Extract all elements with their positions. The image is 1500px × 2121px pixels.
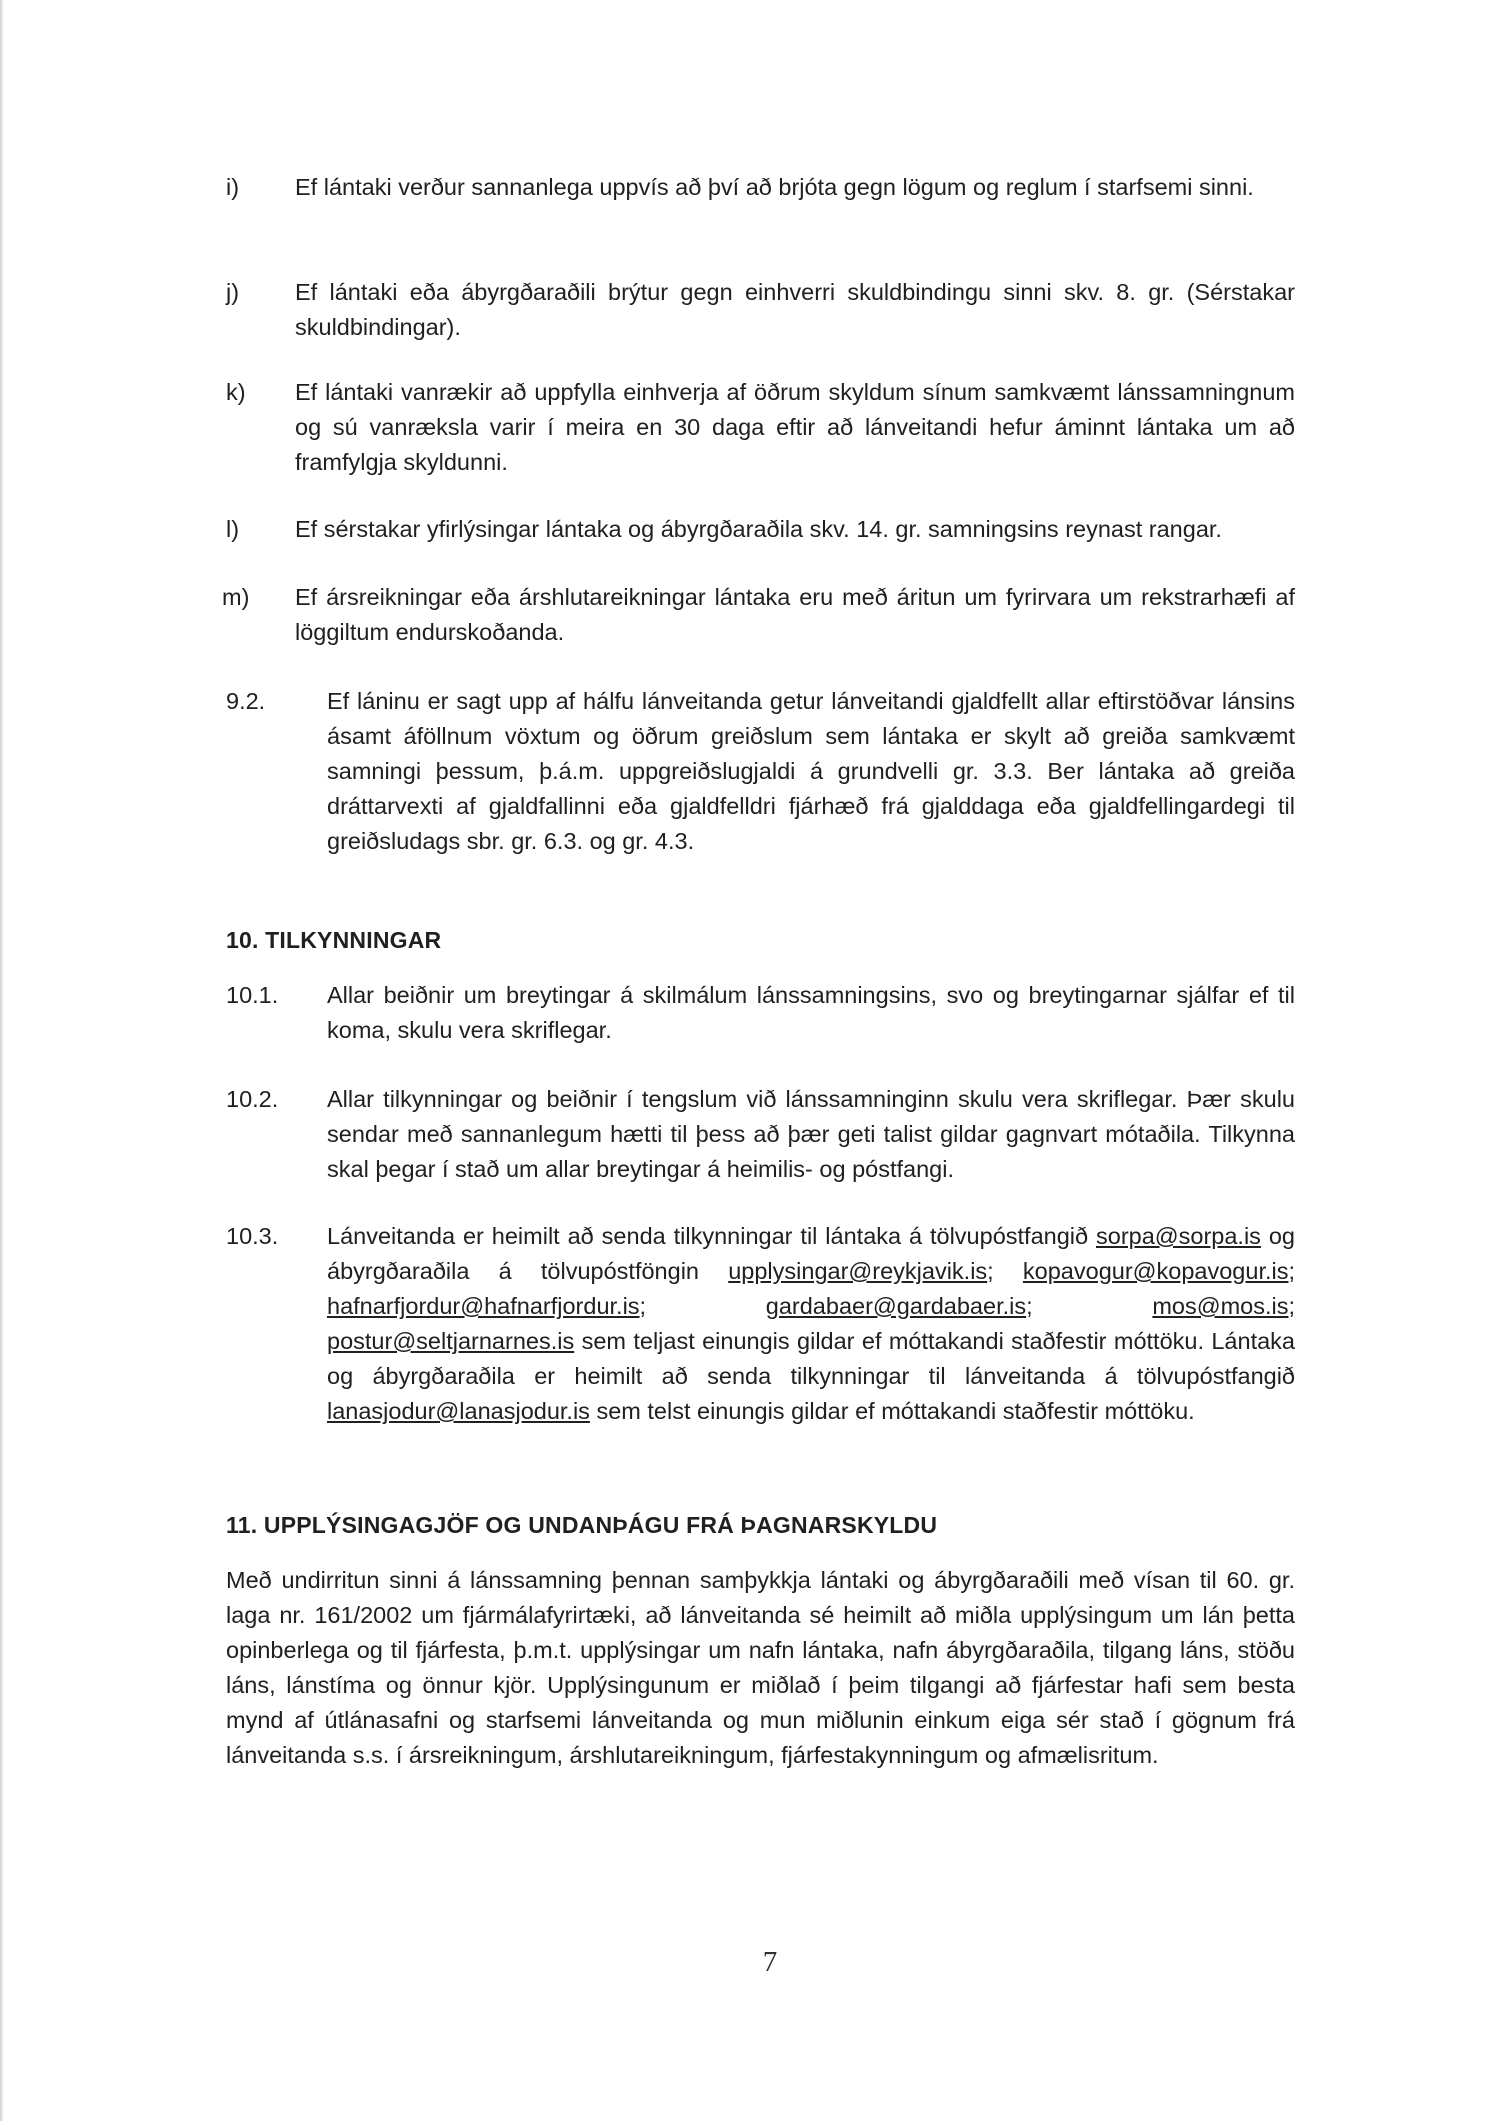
separator: ; <box>639 1293 647 1319</box>
item-text-m: Ef ársreikningar eða árshlutareikningar lántaka eru með áritun um fyrirvara um rekstrarhæfi af löggiltum endurskoðanda. <box>295 584 1295 645</box>
clause-10-3-part-4: sem telst einungis gildar ef móttakandi staðfestir móttöku. <box>596 1398 1195 1424</box>
separator: ; <box>987 1258 994 1284</box>
clause-9-2-number: 9.2. <box>226 688 266 714</box>
email-link-sorpa[interactable]: sorpa@sorpa.is <box>1096 1223 1261 1249</box>
separator: ; <box>1288 1258 1295 1284</box>
email-link-mos[interactable]: mos@mos.is <box>1152 1293 1289 1319</box>
clause-10-3-part-1: Lánveitanda er heimilt að senda tilkynningar til lántaka á tölvupóstfangið <box>327 1223 1089 1249</box>
clause-10-2-number: 10.2. <box>226 1086 279 1112</box>
page-number: 7 <box>762 1946 778 1978</box>
item-text-j: Ef lántaki eða ábyrgðaraðili brýtur gegn einhverri skuldbindingu sinni skv. 8. gr. (Sérstakar skuldbindingar). <box>295 279 1295 340</box>
item-marker-j: j) <box>226 279 240 305</box>
email-link-lanasjodur[interactable]: lanasjodur@lanasjodur.is <box>327 1398 590 1424</box>
clause-10-3-text <box>327 1219 1295 1429</box>
clause-10-2-text: Allar tilkynningar og beiðnir í tengslum við lánssamninginn skulu vera skriflegar. Þær skulu sendar með sannanlegum hætti til þess að þær geti talist gildar gagnvart mótaðila. Tilkynna skal þegar í stað um allar breytingar á heimilis- og póstfangi. <box>327 1086 1295 1182</box>
scan-edge <box>0 0 4 2121</box>
section-11-heading: 11. UPPLÝSINGAGJÖF OG UNDANÞÁGU FRÁ ÞAGNARSKYLDU <box>226 1512 938 1538</box>
clause-10-1-number: 10.1. <box>226 982 279 1008</box>
clause-10-1-text: Allar beiðnir um breytingar á skilmálum lánssamningsins, svo og breytingarnar sjálfar ef til koma, skulu vera skriflegar. <box>327 982 1295 1043</box>
clause-10-3-number: 10.3. <box>226 1223 279 1249</box>
separator: ; <box>1026 1293 1033 1319</box>
item-text-i: Ef lántaki verður sannanlega uppvís að því að brjóta gegn lögum og reglum í starfsemi sinni. <box>295 174 1254 200</box>
section-10-heading: 10. TILKYNNINGAR <box>226 927 442 953</box>
email-link-reykjavik[interactable]: upplysingar@reykjavik.is <box>728 1258 988 1284</box>
clause-9-2-text: Ef láninu er sagt upp af hálfu lánveitanda getur lánveitandi gjaldfellt allar eftirstöðvar lánsins ásamt áföllnum vöxtum og öðrum greiðslum sem lántaka er skylt að greiða samkvæmt samningi þessum, þ.á.m. uppgreiðslugjaldi á grundvelli gr. 3.3. Ber lántaka að greiða dráttarvexti af gjaldfallinni eða gjaldfelldri fjárhæð frá gjalddaga eða gjaldfellingardegi til greiðsludags sbr. gr. 6.3. og gr. 4.3. <box>327 688 1295 854</box>
email-link-kopavogur[interactable]: kopavogur@kopavogur.is <box>1022 1258 1289 1284</box>
clause-10-3-part-2: og ábyrgðaraðila á tölvupóstföngin <box>327 1223 1295 1284</box>
separator: ; <box>1288 1293 1296 1319</box>
item-marker-l: l) <box>226 516 240 542</box>
item-marker-k: k) <box>226 379 246 405</box>
clause-10-3-part-3: sem teljast einungis gildar ef móttakandi staðfestir móttöku. Lántaka og ábyrgðaraðila er heimilt að senda tilkynningar til lánveitanda á tölvupóstfangið <box>327 1328 1295 1389</box>
item-marker-m: m) <box>222 584 250 610</box>
email-link-gardabaer[interactable]: gardabaer@gardabaer.is <box>765 1293 1027 1319</box>
section-11-text: Með undirritun sinni á lánssamning þennan samþykkja lántaki og ábyrgðaraðili með vísan til 60. gr. laga nr. 161/2002 um fjármálafyrirtæki, að lánveitanda sé heimilt að miðla upplýsingum um lán þetta opinberlega og til fjárfesta, þ.m.t. upplýsingar um nafn lántaka, nafn ábyrgðaraðila, tilgang láns, stöðu láns, lánstíma og önnur kjör. Upplýsingunum er miðlað í þeim tilgangi að fjárfestar hafi sem besta mynd af útlánasafni og starfsemi lánveitanda og mun miðlunin einkum eiga sér stað í gögnum frá lánveitanda s.s. í ársreikningum, árshlutareikningum, fjárfestakynningum og afmælisritum. <box>226 1567 1295 1768</box>
item-text-k: Ef lántaki vanrækir að uppfylla einhverja af öðrum skyldum sínum samkvæmt lánssamningnum og sú vanræksla varir í meira en 30 daga eftir að lánveitandi hefur áminnt lántaka um að framfylgja skyldunni. <box>295 379 1295 475</box>
item-text-l: Ef sérstakar yfirlýsingar lántaka og ábyrgðaraðila skv. 14. gr. samningsins reynast rangar. <box>295 516 1222 542</box>
email-link-seltjarnarnes[interactable]: postur@seltjarnarnes.is <box>327 1328 575 1354</box>
item-marker-i: i) <box>226 174 240 200</box>
email-link-hafnarfjordur[interactable]: hafnarfjordur@hafnarfjordur.is <box>327 1293 640 1319</box>
